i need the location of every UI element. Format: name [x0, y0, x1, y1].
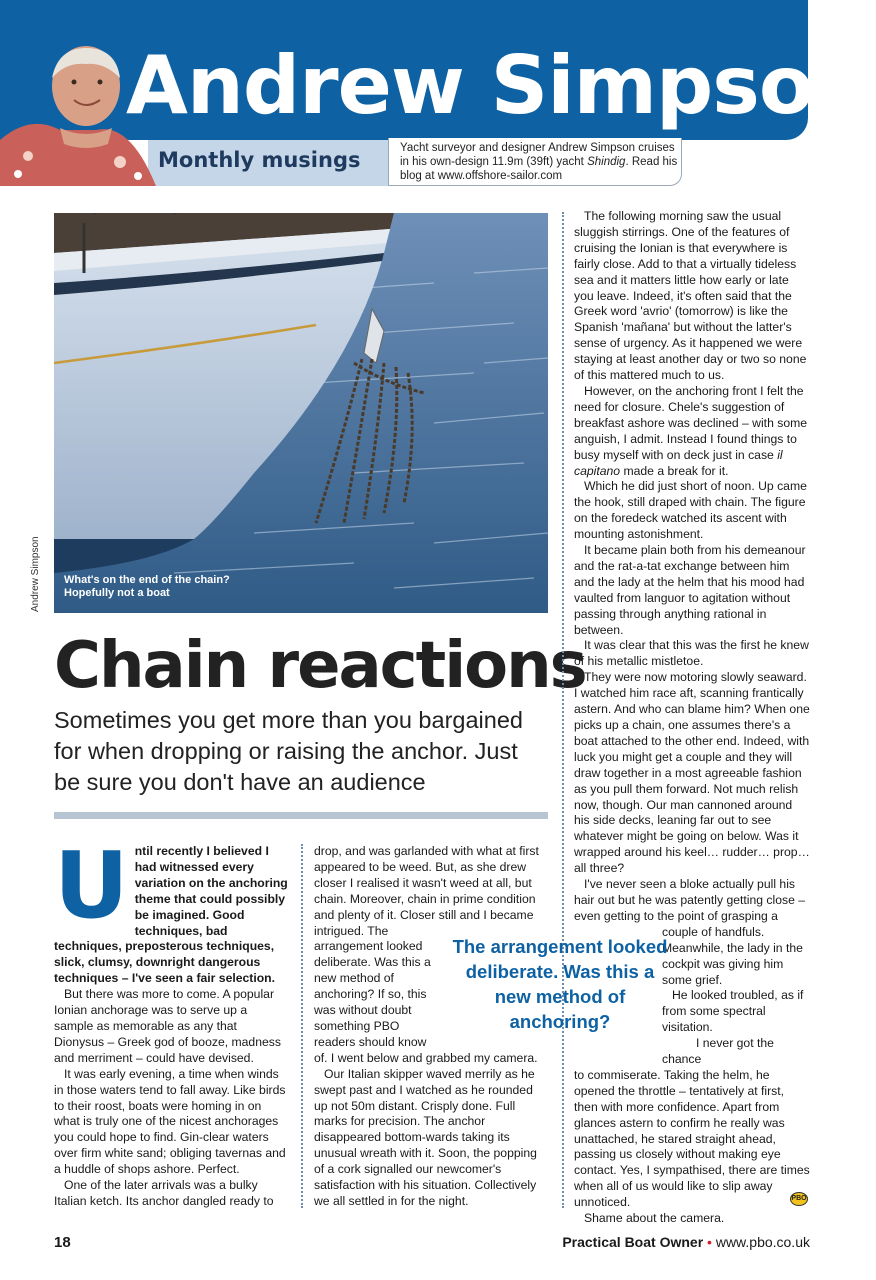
body-column-3	[574, 209, 810, 1227]
body-paragraph-wrapped: I never got the chance	[662, 1036, 774, 1067]
body-paragraph: It was clear that this was the first he knew of his metallic mistletoe.	[574, 638, 809, 669]
body-paragraph: I've never seen a bloke actually pull his hair out but he was patently getting close – even getting to the point of grasping a	[574, 877, 806, 923]
pull-quote: The arrangement looked deliberate. Was this a new method of anchoring?	[452, 936, 668, 1032]
body-paragraph: to commiserate. Taking the helm, he opened the throttle – tentatively at first, then with more confidence. Apart from glances astern to confirm he really was unattached, he stared straight ahead, passing us closely without making eye contact. Yes, I sympathised, there are times when all of us would like to slip away unnoticed.	[574, 1067, 810, 1210]
photo-caption: What's on the end of the chain? Hopefully not a boat	[64, 574, 230, 599]
body-paragraph-wrapped: He looked troubled, as if from some spectral visitation.	[662, 988, 804, 1035]
body-paragraph: They were now motoring slowly seaward. I watched him race aft, scanning frantically astern. And who can blame him? When one picks up a chain, one assumes there's a boat attached to the other end. Indeed, with luck you might get a couple and they will draw together in a most agreeable fashion as you pull them forward. Not much relish now, though. Our man cannoned around his side decks, leaning far out to see whatever might be going on below. Was it wrapped around his keel… rudder… prop… all three?	[574, 670, 810, 876]
page-number: 18	[54, 1234, 71, 1251]
lead-paragraph: Until recently I believed I had witnessed every variation on the anchoring theme that could possibly be imagined. Good techniques, bad techniques, preposterous techniques, slick, clumsy, downright dangerous techniques – I've seen a fair selection.	[54, 832, 288, 986]
body-paragraph: Which he did just short of noon. Up came the hook, still draped with chain. The figure on the foredeck watched its ascent with mounting astonishment.	[574, 479, 807, 542]
drop-cap: U	[54, 832, 129, 939]
author-bio: Yacht surveyor and designer Andrew Simpson cruises in his own-design 11.9m (39ft) yacht Shindig. Read his blog at www.offshore-sailor.com	[400, 142, 678, 182]
body-paragraph: It was early evening, a time when winds in those waters tend to fall away. Like birds to their roost, boats were homing in on what is truly one of the nicest anchorages you could hope to find. Gin-clear waters over firm white sand; obliging tavernas and a huddle of shops ashore. Perfect.	[54, 1066, 286, 1177]
column-divider	[562, 212, 564, 1208]
body-paragraph: Our Italian skipper waved merrily as he swept past and I watched as he rounded up not 50m distant. Crisply done. Full marks for precision. The anchor disappeared bottom-wards taking its unusual wreath with it. Soon, the popping of a cork signalled our newcomer's satisfaction with his situation. Collectively we all settled in for the night.	[314, 1066, 537, 1208]
body-paragraph: The following morning saw the usual sluggish stirrings. One of the features of cruising the Ionian is that everywhere is fairly close. Add to that a virtually tideless sea and it matters little how early or late you leave. Indeed, it's often said that the Greek word 'avrio' (tomorrow) is like the Spanish 'mañana' but without the latter's sense of urgency. As it happened we were staying at least another day or two so none of this mattered much to us.	[574, 209, 807, 383]
body-paragraph: However, on the anchoring front I felt the need for closure. Chele's suggestion of breakfast ashore was declined – with some anguish, I admit. Instead I found things to busy myself with on deck just in case il capitano made a break for it.	[574, 383, 808, 478]
author-name: Andrew Simpson	[126, 39, 869, 132]
column-divider	[301, 844, 303, 1208]
body-paragraph: of. I went below and grabbed my camera.	[314, 1050, 538, 1065]
section-rule	[54, 812, 548, 819]
body-paragraph: One of the later arrivals was a bulky Italian ketch. Its anchor dangled ready to	[54, 1178, 274, 1208]
body-paragraph: It became plain both from his demeanour and the rat-a-tat exchange between him and the lady at the helm that his mood had vaulted from languor to agitation without passing through anything rational in between.	[574, 543, 806, 637]
pbo-end-mark-icon: PBO	[790, 1192, 808, 1206]
body-column-1	[54, 832, 289, 1210]
article-standfirst: Sometimes you get more than you bargained for when dropping or raising the anchor. Just be sure you don't have an audience	[54, 707, 523, 795]
photo-credit: Andrew Simpson	[30, 536, 41, 612]
footer-credit: Practical Boat Owner • www.pbo.co.uk	[562, 1234, 810, 1250]
body-paragraph: Shame about the camera.	[584, 1211, 725, 1226]
body-paragraph: But there was more to come. A popular Ionian anchorage was to serve up a sample as memorable as any that Dionysus – Greek god of booze, madness and merriment – could have devised.	[54, 987, 281, 1065]
body-paragraph-wrapped: couple of handfuls. Meanwhile, the lady in the cockpit was giving him some grief.	[662, 924, 803, 987]
anchor-chain-photo	[54, 213, 548, 613]
body-paragraph-wrapped: arrangement looked deliberate. Was this a new method of anchoring? If so, this was without doubt something PBO readers should know	[314, 939, 431, 1049]
body-paragraph: drop, and was garlanded with what at first appeared to be weed. But, as she drew closer I realised it wasn't weed at all, but chain. Moreover, chain in prime condition and plenty of it. Closer still and I became intrigued. The	[314, 844, 539, 938]
article-headline: Chain reactions	[54, 629, 586, 703]
magazine-name: Practical Boat Owner	[562, 1234, 704, 1250]
author-portrait	[0, 44, 156, 186]
magazine-website: www.pbo.co.uk	[715, 1234, 810, 1250]
boat-name: Shindig	[587, 156, 626, 168]
section-label: Monthly musings	[158, 148, 361, 172]
